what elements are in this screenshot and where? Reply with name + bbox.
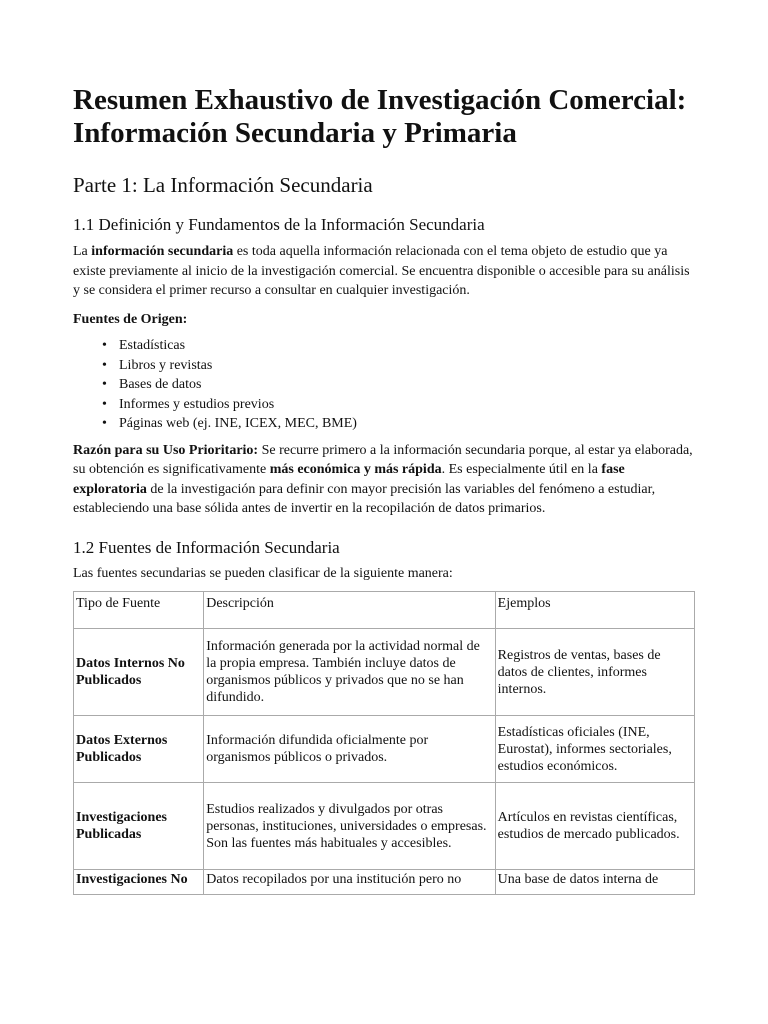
list-item: • Bases de datos xyxy=(119,375,695,395)
list-item: • Páginas web (ej. INE, ICEX, MEC, BME) xyxy=(119,414,695,434)
table-row xyxy=(74,783,695,870)
part-1-heading: Parte 1: La Información Secundaria xyxy=(73,173,373,197)
table-cell-examples: Registros de ventas, bases de datos de clientes, informes internos. xyxy=(495,629,694,716)
section-1-2-intro: Las fuentes secundarias se pueden clasificar de la siguiente manera: xyxy=(73,565,453,581)
table-cell-type: Investigaciones No xyxy=(74,870,204,895)
sources-table xyxy=(73,591,695,895)
table-header-cell: Tipo de Fuente xyxy=(74,592,204,629)
reason-paragraph: Razón para su Uso Prioritario: Se recurre primero a la información secundaria porque, al estar ya elaborada, su obtención es significativamente más económica y más rápida. Es especialmente útil en la fase exploratoria de la investigación para definir con mayor precisión las variables del fenómeno a estudiar, estableciendo una base sólida antes de invertir en la recopilación de datos primarios. xyxy=(73,442,693,516)
section-1-2-heading: 1.2 Fuentes de Información Secundaria xyxy=(73,537,340,557)
table-header-row xyxy=(74,592,695,629)
table-header-cell: Descripción xyxy=(204,592,495,629)
list-item: • Libros y revistas xyxy=(119,356,695,376)
table-cell-type: Datos Externos Publicados xyxy=(74,716,204,783)
list-item: • Informes y estudios previos xyxy=(119,395,695,415)
table-row xyxy=(74,629,695,716)
section-1-1-heading: 1.1 Definición y Fundamentos de la Información Secundaria xyxy=(73,215,485,234)
document-title: Resumen Exhaustivo de Investigación Comercial: Información Secundaria y Primaria xyxy=(73,84,687,149)
table-cell-type: Datos Internos No Publicados xyxy=(74,629,204,716)
table-cell-description: Información generada por la actividad normal de la propia empresa. También incluye datos de organismos públicos y privados que no se han difundido. xyxy=(204,629,495,716)
table-row xyxy=(74,870,695,895)
table-cell-type: Investigaciones Publicadas xyxy=(74,783,204,870)
table-cell-examples: Una base de datos interna de xyxy=(495,870,694,895)
list-item: • Estadísticas xyxy=(119,336,695,356)
definition-paragraph: La información secundaria es toda aquella información relacionada con el tema objeto de estudio que ya existe previamente al inicio de la investigación comercial. Se encuentra disponible o accesible para su análisis y se considera el primer recurso a consultar en cualquier investigación. xyxy=(73,244,690,298)
table-cell-examples: Estadísticas oficiales (INE, Eurostat), informes sectoriales, estudios económicos. xyxy=(495,716,694,783)
table-header-cell: Ejemplos xyxy=(495,592,694,629)
table-cell-examples: Artículos en revistas científicas, estudios de mercado publicados. xyxy=(495,783,694,870)
table-cell-description: Información difundida oficialmente por organismos públicos o privados. xyxy=(204,716,495,783)
table-cell-description: Estudios realizados y divulgados por otras personas, instituciones, universidades o empresas. Son las fuentes más habituales y accesibles. xyxy=(204,783,495,870)
table-cell-description: Datos recopilados por una institución pero no xyxy=(204,870,495,895)
sources-label: Fuentes de Origen: xyxy=(73,311,188,327)
sources-list xyxy=(73,336,695,434)
table-row xyxy=(74,716,695,783)
